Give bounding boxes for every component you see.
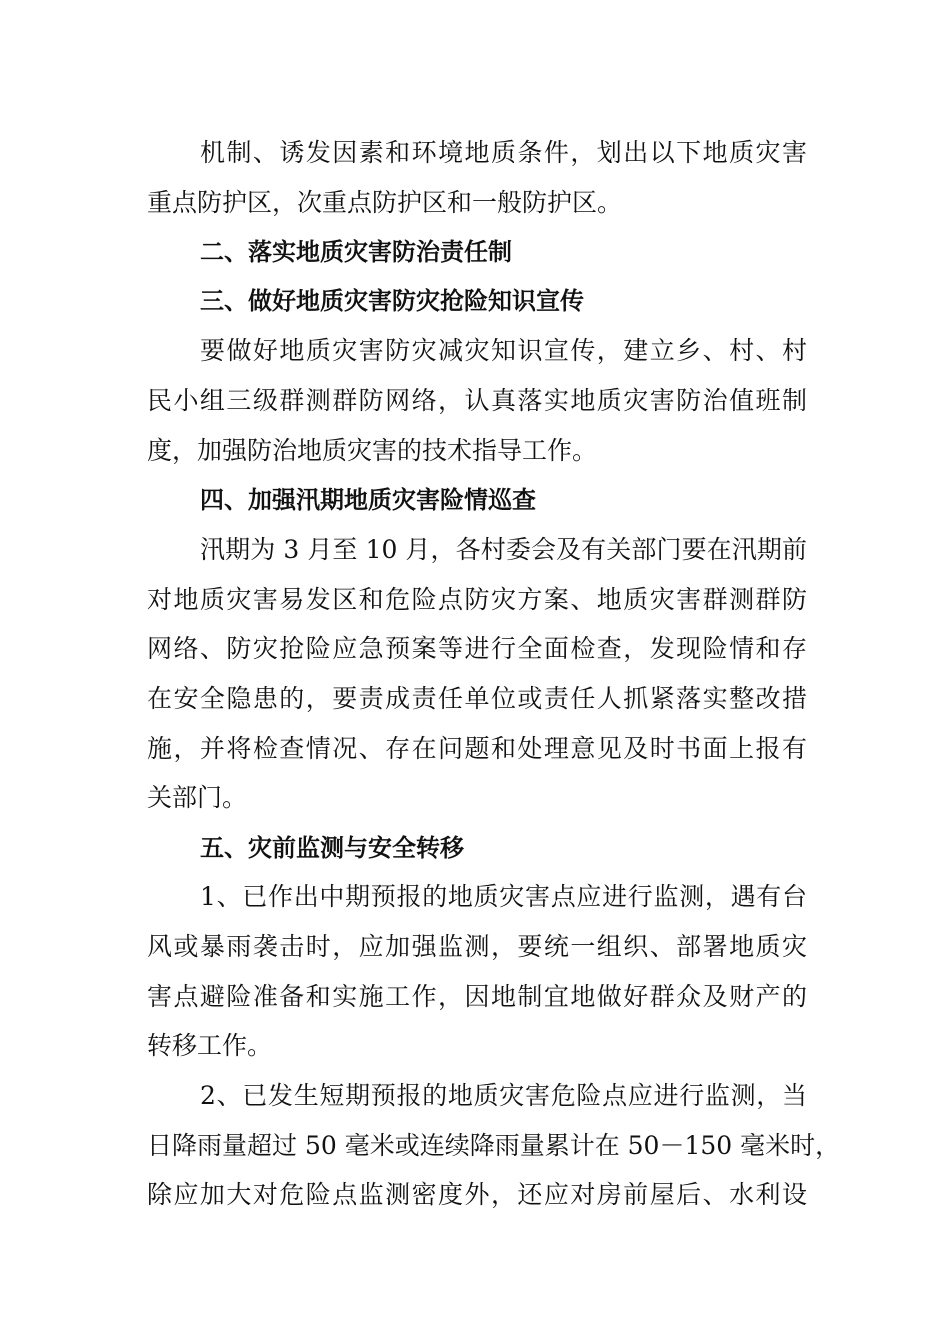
section-heading: 三、做好地质灾害防灾抢险知识宣传 xyxy=(200,287,584,315)
section-heading: 四、加强汛期地质灾害险情巡查 xyxy=(200,486,536,514)
section-heading: 五、灾前监测与安全转移 xyxy=(200,834,464,862)
body-text-line: 害点避险准备和实施工作，因地制宜地做好群众及财产的 xyxy=(147,982,807,1011)
body-text-line: 除应加大对危险点监测密度外，还应对房前屋后、水利设 xyxy=(147,1180,807,1209)
body-text-line: 网络、防灾抢险应急预案等进行全面检查，发现险情和存 xyxy=(147,634,807,663)
body-text-line: 风或暴雨袭击时，应加强监测，要统一组织、部署地质灾 xyxy=(147,932,807,961)
body-text-line: 2、已发生短期预报的地质灾害危险点应进行监测，当 xyxy=(200,1081,807,1110)
body-text-line: 日降雨量超过 50 毫米或连续降雨量累计在 50－150 毫米时， xyxy=(147,1131,841,1160)
section-heading: 二、落实地质灾害防治责任制 xyxy=(200,238,512,266)
body-text-line: 1、已作出中期预报的地质灾害点应进行监测，遇有台 xyxy=(200,882,807,911)
body-text-line: 重点防护区，次重点防护区和一般防护区。 xyxy=(147,188,623,217)
body-text-line: 机制、诱发因素和环境地质条件，划出以下地质灾害 xyxy=(200,138,807,167)
body-text-line: 要做好地质灾害防灾减灾知识宣传，建立乡、村、村 xyxy=(200,336,807,365)
body-text-line: 对地质灾害易发区和危险点防灾方案、地质灾害群测群防 xyxy=(147,585,807,614)
body-text-line: 施，并将检查情况、存在问题和处理意见及时书面上报有 xyxy=(147,734,807,763)
body-text-line: 转移工作。 xyxy=(147,1031,273,1060)
body-text-line: 关部门。 xyxy=(147,783,248,812)
body-text-line: 度，加强防治地质灾害的技术指导工作。 xyxy=(147,436,598,465)
body-text-line: 在安全隐患的，要责成责任单位或责任人抓紧落实整改措 xyxy=(147,684,807,713)
body-text-line: 汛期为 3 月至 10 月，各村委会及有关部门要在汛期前 xyxy=(200,535,807,564)
body-text-line: 民小组三级群测群防网络，认真落实地质灾害防治值班制 xyxy=(147,386,807,415)
